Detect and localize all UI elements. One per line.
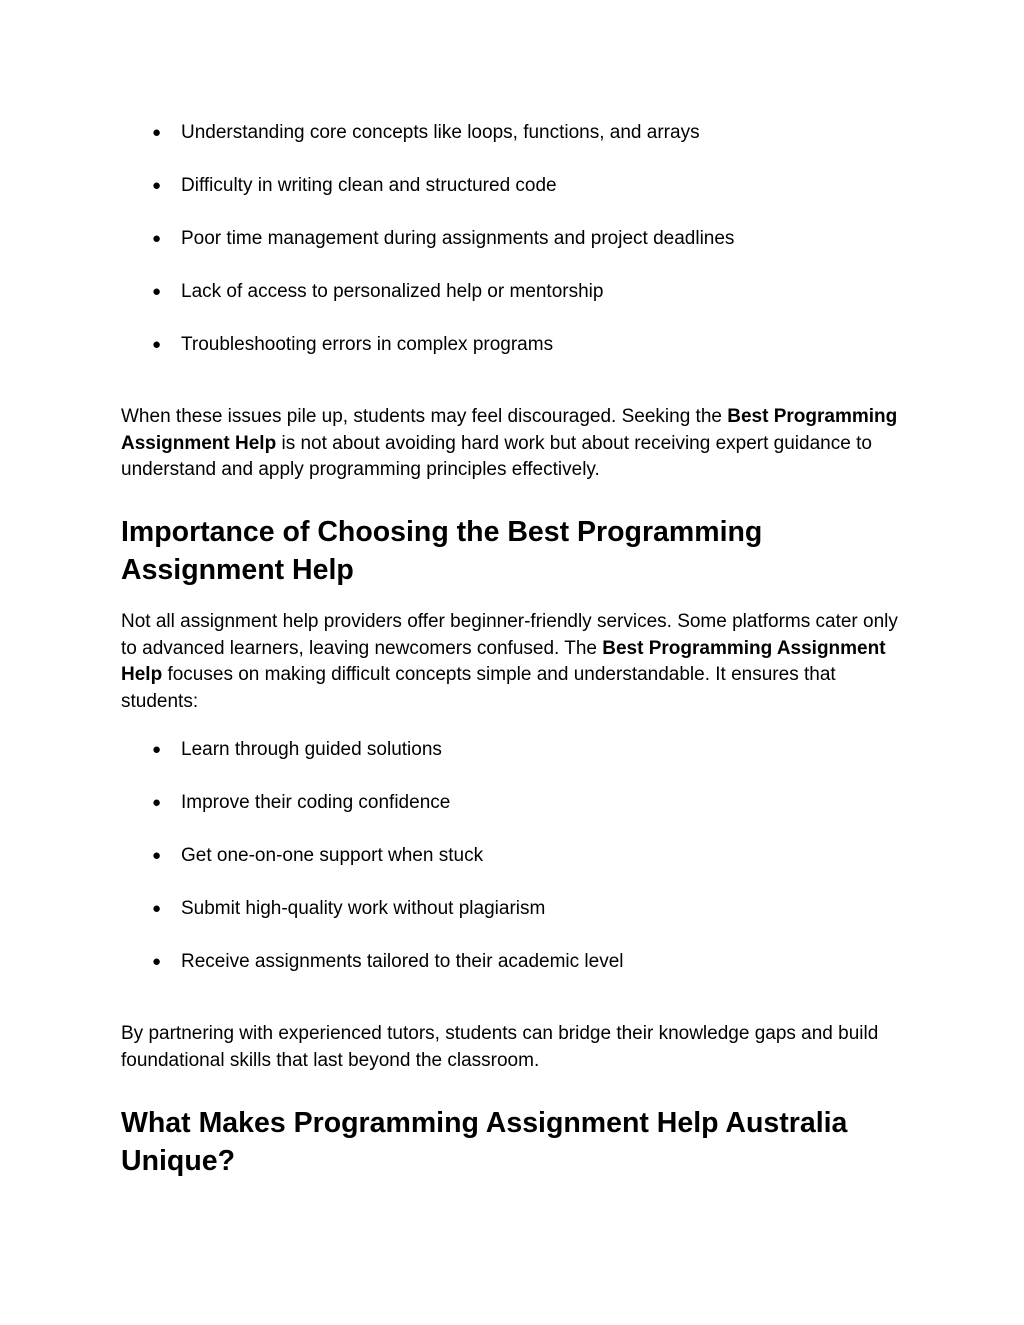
list-item-text: Learn through guided solutions: [181, 739, 442, 760]
paragraph-text: is not about avoiding hard work but about receiving expert guidance to understand and apply programming principles effectively.: [121, 432, 872, 480]
bullet-icon: ●: [152, 283, 162, 300]
section-heading: Importance of Choosing the Best Programming Assignment Help: [121, 516, 763, 586]
paragraph-tutors: By partnering with experienced tutors, students can bridge their knowledge gaps and build foundational skills that last beyond the classroom.: [121, 1023, 879, 1071]
list-item-text: Difficulty in writing clean and structured code: [181, 175, 557, 196]
bullet-icon: ●: [152, 900, 162, 917]
bold-phrase: Best Programming Assignment Help: [121, 406, 898, 454]
list-item-text: Lack of access to personalized help or mentorship: [181, 281, 604, 302]
bullet-icon: ●: [152, 336, 162, 353]
paragraph-text: Not all assignment help providers offer beginner-friendly services. Some platforms cater only to advanced learners, leaving newcomers confused. The: [121, 611, 898, 659]
list-item-text: Submit high-quality work without plagiarism: [181, 898, 546, 919]
section-heading: What Makes Programming Assignment Help Australia Unique?: [121, 1107, 848, 1177]
paragraph-providers: [121, 609, 911, 715]
bullet-icon: ●: [152, 741, 162, 758]
list-item-text: Receive assignments tailored to their academic level: [181, 951, 624, 972]
list-item-text: Poor time management during assignments and project deadlines: [181, 228, 735, 249]
bullet-icon: ●: [152, 847, 162, 864]
bullet-icon: ●: [152, 124, 162, 141]
paragraph-text: When these issues pile up, students may feel discouraged. Seeking the: [121, 406, 728, 427]
bold-phrase: Best Programming Assignment Help: [121, 637, 886, 685]
bullet-icon: ●: [152, 794, 162, 811]
bullet-icon: ●: [152, 230, 162, 247]
list-item-text: Get one-on-one support when stuck: [181, 845, 484, 866]
paragraph-text: focuses on making difficult concepts simple and understandable. It ensures that students:: [121, 664, 836, 712]
list-item-text: Understanding core concepts like loops, functions, and arrays: [181, 122, 700, 143]
list-item-text: Troubleshooting errors in complex programs: [181, 334, 554, 355]
list-item-text: Improve their coding confidence: [181, 792, 451, 813]
bullet-icon: ●: [152, 177, 162, 194]
bullet-icon: ●: [152, 953, 162, 970]
paragraph-discouraged: [121, 404, 911, 484]
